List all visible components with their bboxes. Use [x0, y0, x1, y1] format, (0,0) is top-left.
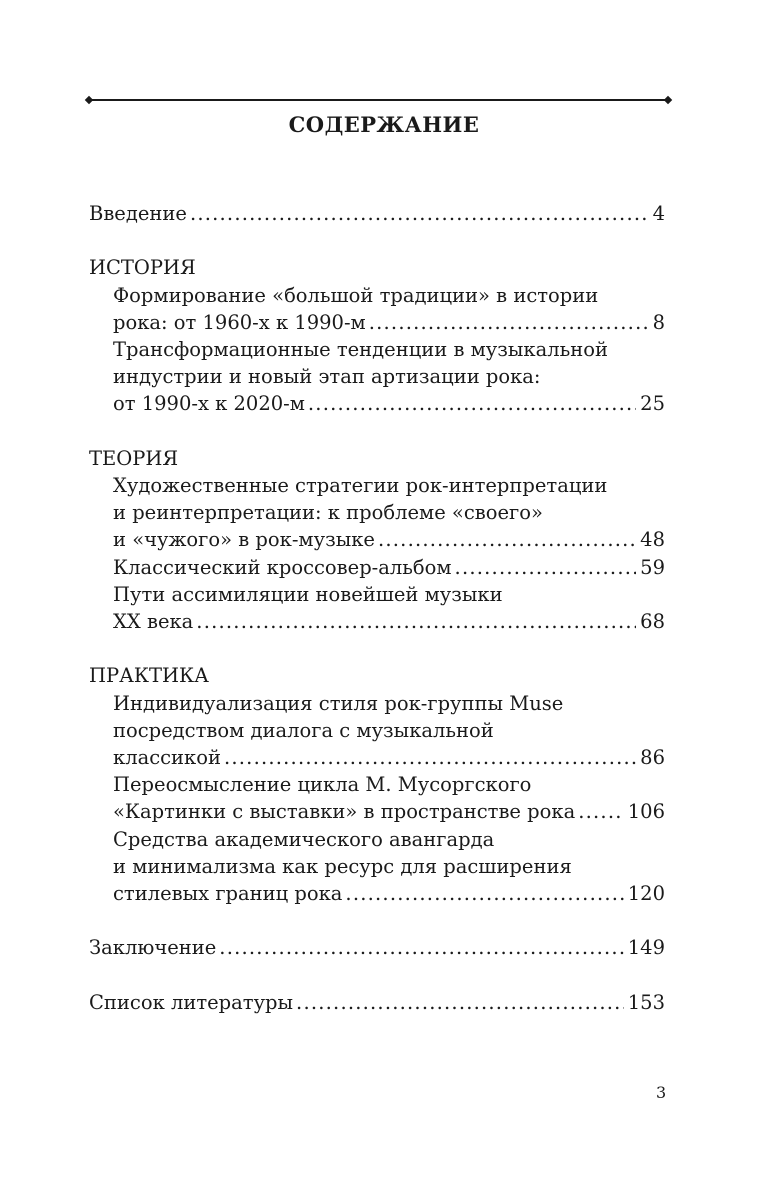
toc-entry[interactable]: [89, 771, 665, 825]
leader-dots: [378, 526, 636, 553]
toc-entry[interactable]: [89, 826, 665, 908]
rule-ornament-left: [85, 96, 93, 104]
toc-entry-title: и «чужого» в рок-музыке: [113, 528, 375, 552]
toc-entry-line: индустрии и новый этап артизации рока:: [113, 365, 541, 389]
toc-entry-page: 25: [640, 392, 665, 416]
toc-entry[interactable]: [89, 282, 665, 336]
page-title: СОДЕРЖАНИЕ: [288, 112, 480, 137]
toc-entry-line: и минимализма как ресурс для расширения: [113, 854, 572, 878]
toc-entry-line: посредством диалога с музыкальной: [113, 718, 494, 742]
toc-entry-line: Художественные стратегии рок-интерпретации: [113, 474, 608, 497]
toc-entry-title: Заключение: [89, 936, 217, 960]
toc-entry[interactable]: [89, 690, 665, 772]
toc-entry-page: 59: [640, 555, 665, 579]
toc-entry-line: Средства академического авангарда: [113, 827, 495, 851]
leader-dots: [190, 200, 649, 227]
leader-dots: [219, 934, 623, 961]
section-heading: ТЕОРИЯ: [89, 446, 179, 470]
leader-dots: [578, 798, 624, 825]
toc-entry-line: Трансформационные тенденции в музыкальной: [113, 338, 608, 361]
toc-section-conclusion: [89, 934, 665, 961]
toc-entry-line: Пути ассимиляции новейшей музыки: [113, 582, 503, 606]
table-of-contents: [89, 200, 665, 1043]
toc-entry[interactable]: [89, 554, 665, 581]
toc-entry-title: «Картинки с выставки» в пространстве рока: [113, 800, 576, 824]
leader-dots: [369, 309, 649, 336]
toc-section-history: [89, 254, 665, 417]
page-number: 3: [656, 1083, 667, 1102]
toc-entry-page: 153: [627, 990, 665, 1014]
leader-dots: [308, 390, 636, 417]
leader-dots: [224, 744, 636, 771]
top-rule: [88, 99, 670, 101]
toc-section-bibliography: [89, 989, 665, 1016]
toc-entry-page: 149: [627, 936, 665, 960]
toc-entry-title: Список литературы: [89, 990, 294, 1014]
toc-section-intro: [89, 200, 665, 227]
toc-entry-title: рока: от 1960-х к 1990-м: [113, 310, 366, 334]
section-heading: ПРАКТИКА: [89, 664, 209, 688]
toc-entry-page: 48: [640, 528, 665, 552]
toc-entry[interactable]: [89, 934, 665, 961]
leader-dots: [455, 554, 637, 581]
toc-entry-page: 86: [640, 746, 665, 770]
section-heading: ИСТОРИЯ: [89, 256, 196, 280]
toc-entry[interactable]: [89, 989, 665, 1016]
toc-entry-page: 4: [652, 202, 665, 225]
leader-dots: [296, 989, 624, 1016]
toc-entry-title: Классический кроссовер-альбом: [113, 555, 452, 579]
toc-entry-title: Введение: [89, 202, 187, 225]
leader-dots: [345, 880, 623, 907]
toc-section-theory: [89, 445, 665, 635]
toc-entry-page: 120: [627, 882, 665, 906]
toc-entry-line: и реинтерпретации: к проблеме «своего»: [113, 501, 543, 525]
toc-entry-title: от 1990-х к 2020-м: [113, 392, 305, 416]
toc-section-practice: [89, 662, 665, 907]
toc-entry-line: Формирование «большой традиции» в истории: [113, 283, 599, 307]
toc-entry-line: Переосмысление цикла М. Мусоргского: [113, 773, 532, 797]
toc-entry[interactable]: [89, 200, 665, 227]
toc-entry-title: стилевых границ рока: [113, 882, 343, 906]
toc-entry-page: 8: [652, 310, 665, 334]
toc-entry-title: классикой: [113, 746, 221, 770]
toc-entry[interactable]: [89, 581, 665, 635]
toc-entry-title: XX века: [113, 610, 194, 634]
toc-entry[interactable]: [89, 472, 665, 554]
toc-entry-page: 68: [640, 610, 665, 634]
leader-dots: [196, 608, 636, 635]
rule-ornament-right: [664, 96, 672, 104]
toc-entry-line: Индивидуализация стиля рок-группы Muse: [113, 691, 564, 715]
toc-entry[interactable]: [89, 336, 665, 418]
toc-entry-page: 106: [627, 800, 665, 824]
